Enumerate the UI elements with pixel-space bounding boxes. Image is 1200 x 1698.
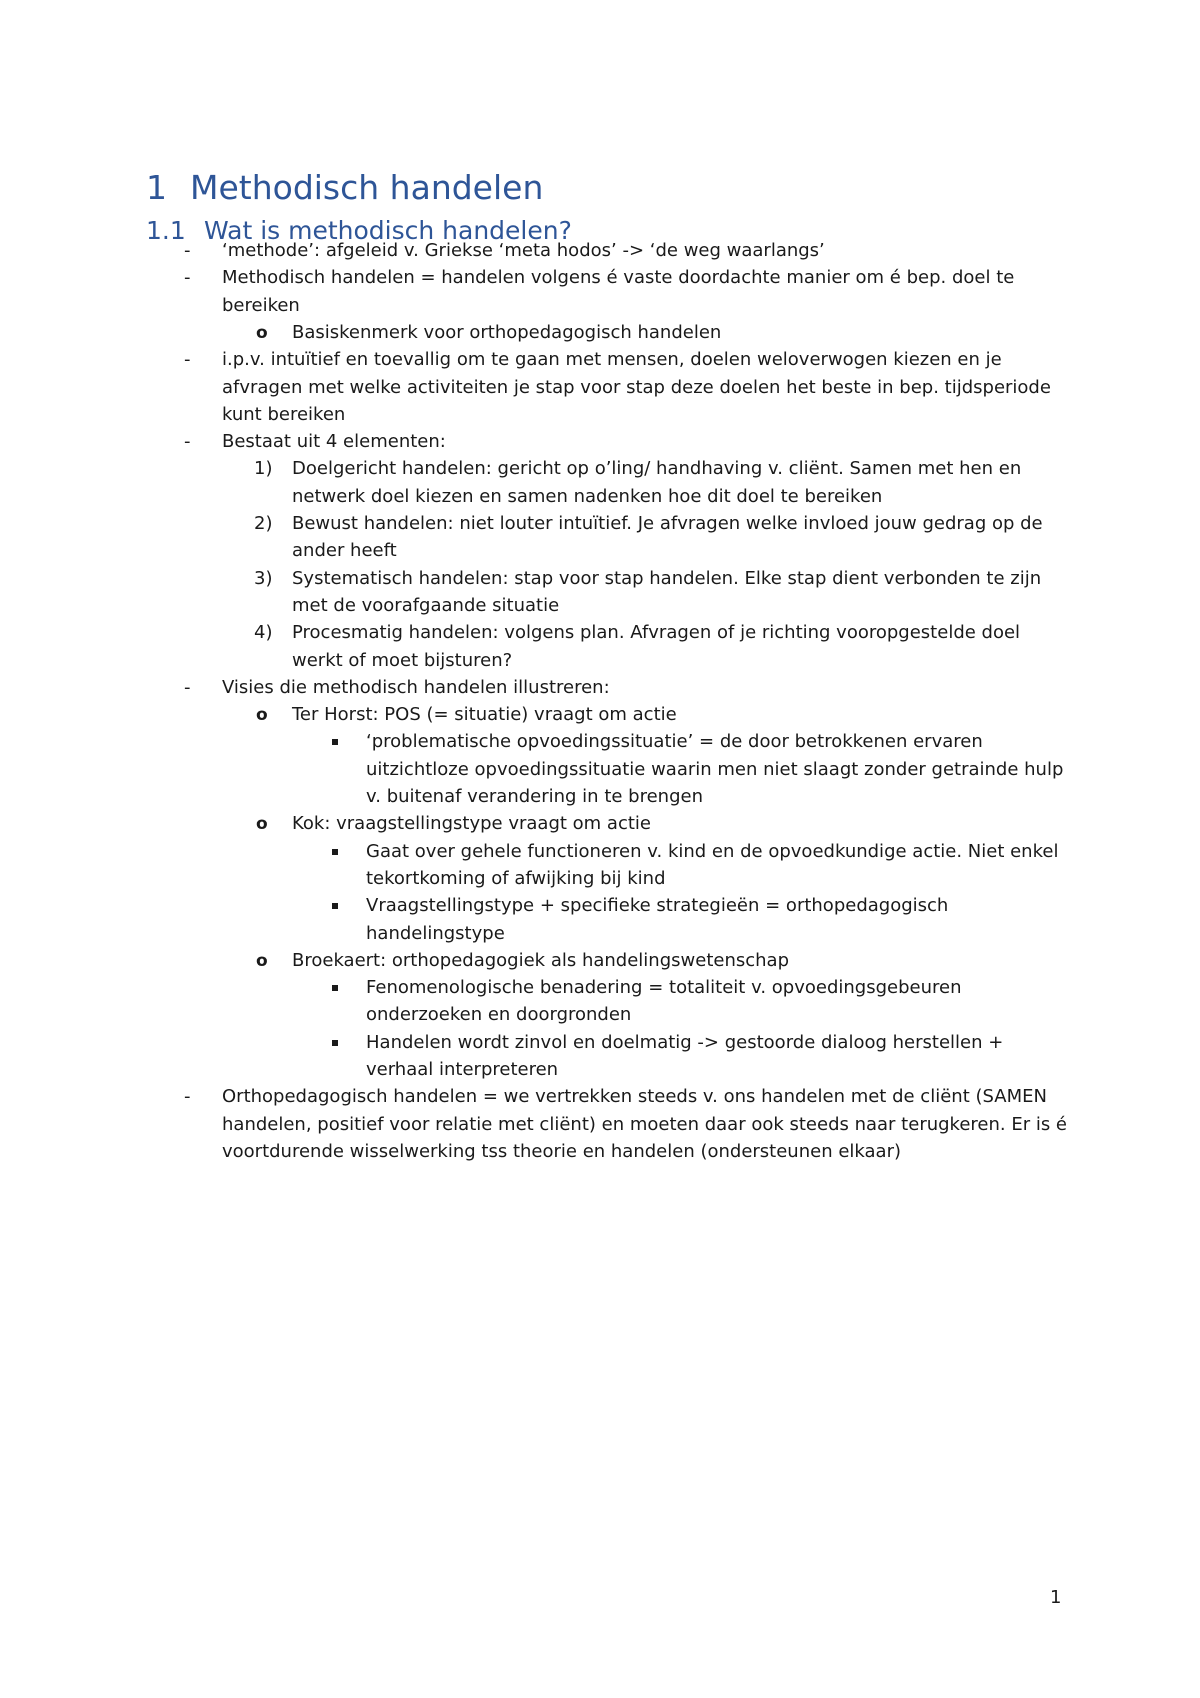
text-line: ander heeft [292, 540, 397, 561]
text-line: Fenomenologische benadering = totaliteit v. opvoedingsgebeuren [366, 977, 962, 998]
heading-1-text: Methodisch handelen [190, 168, 544, 207]
text-line: kunt bereiken [222, 404, 346, 425]
text-line: Handelen wordt zinvol en doelmatig -> gestoorde dialoog herstellen + [366, 1032, 1004, 1053]
page-number: 1 [1050, 1587, 1062, 1608]
text-line: ‘methode’: afgeleid v. Griekse ‘meta hodos’ -> ‘de weg waarlangs’ [222, 240, 825, 261]
text-line: afvragen met welke activiteiten je stap voor stap deze doelen het beste in bep. tijdsperiode [222, 377, 1051, 398]
text-line: handelingstype [366, 923, 505, 944]
circle-bullet: o [256, 814, 268, 834]
text-line: handelen, positief voor relatie met cliënt) en moeten daar ook steeds naar terugkeren. Er is é [222, 1114, 1068, 1135]
text-line: netwerk doel kiezen en samen nadenken hoe dit doel te bereiken [292, 486, 883, 507]
dash-bullet: - [184, 431, 191, 452]
text-line: tekortkoming of afwijking bij kind [366, 868, 666, 889]
text-line: met de voorafgaande situatie [292, 595, 560, 616]
dash-bullet: - [184, 349, 191, 370]
circle-bullet: o [256, 323, 268, 343]
text-line: ‘problematische opvoedingssituatie’ = de door betrokkenen ervaren [366, 731, 983, 752]
list-number: 3) [254, 568, 273, 589]
dash-bullet: - [184, 267, 191, 288]
text-line: Basiskenmerk voor orthopedagogisch handelen [292, 322, 722, 343]
text-line: v. buitenaf verandering in te brengen [366, 786, 703, 807]
list-number: 2) [254, 513, 273, 534]
text-line: werkt of moet bijsturen? [292, 650, 513, 671]
heading-1-number: 1 [146, 168, 167, 207]
text-line: Procesmatig handelen: volgens plan. Afvragen of je richting vooropgestelde doel [292, 622, 1021, 643]
text-line: Bestaat uit 4 elementen: [222, 431, 446, 452]
text-line: Gaat over gehele functioneren v. kind en de opvoedkundige actie. Niet enkel [366, 841, 1059, 862]
square-bullet-icon [332, 840, 338, 864]
text-line: Systematisch handelen: stap voor stap handelen. Elke stap dient verbonden te zijn [292, 568, 1042, 589]
text-line: Vraagstellingstype + specifieke strategieën = orthopedagogisch [366, 895, 949, 916]
dash-bullet: - [184, 240, 191, 261]
heading-1 [146, 168, 543, 207]
list-number: 4) [254, 622, 273, 643]
heading-2-number: 1.1 [146, 216, 186, 245]
text-line: onderzoeken en doorgronden [366, 1004, 632, 1025]
text-line: Kok: vraagstellingstype vraagt om actie [292, 813, 651, 834]
text-line: i.p.v. intuïtief en toevallig om te gaan met mensen, doelen weloverwogen kiezen en je [222, 349, 1002, 370]
circle-bullet: o [256, 951, 268, 971]
square-bullet-icon [332, 730, 338, 754]
text-line: verhaal interpreteren [366, 1059, 559, 1080]
text-line: Orthopedagogisch handelen = we vertrekken steeds v. ons handelen met de cliënt (SAMEN [222, 1086, 1047, 1107]
text-line: Bewust handelen: niet louter intuïtief. Je afvragen welke invloed jouw gedrag op de [292, 513, 1043, 534]
text-line: Visies die methodisch handelen illustreren: [222, 677, 610, 698]
heading-2-text: Wat is methodisch handelen? [204, 216, 572, 245]
dash-bullet: - [184, 1086, 191, 1107]
square-bullet-icon [332, 976, 338, 1000]
list-number: 1) [254, 458, 273, 479]
text-line: Methodisch handelen = handelen volgens é vaste doordachte manier om é bep. doel te [222, 267, 1015, 288]
text-line: uitzichtloze opvoedingssituatie waarin men niet slaagt zonder getrainde hulp [366, 759, 1064, 780]
text-line: Broekaert: orthopedagogiek als handelingswetenschap [292, 950, 789, 971]
circle-bullet: o [256, 705, 268, 725]
text-line: Ter Horst: POS (= situatie) vraagt om actie [292, 704, 677, 725]
dash-bullet: - [184, 677, 191, 698]
text-line: Doelgericht handelen: gericht op o’ling/ handhaving v. cliënt. Samen met hen en [292, 458, 1022, 479]
square-bullet-icon [332, 1031, 338, 1055]
text-line: bereiken [222, 295, 300, 316]
square-bullet-icon [332, 894, 338, 918]
text-line: voortdurende wisselwerking tss theorie en handelen (ondersteunen elkaar) [222, 1141, 901, 1162]
